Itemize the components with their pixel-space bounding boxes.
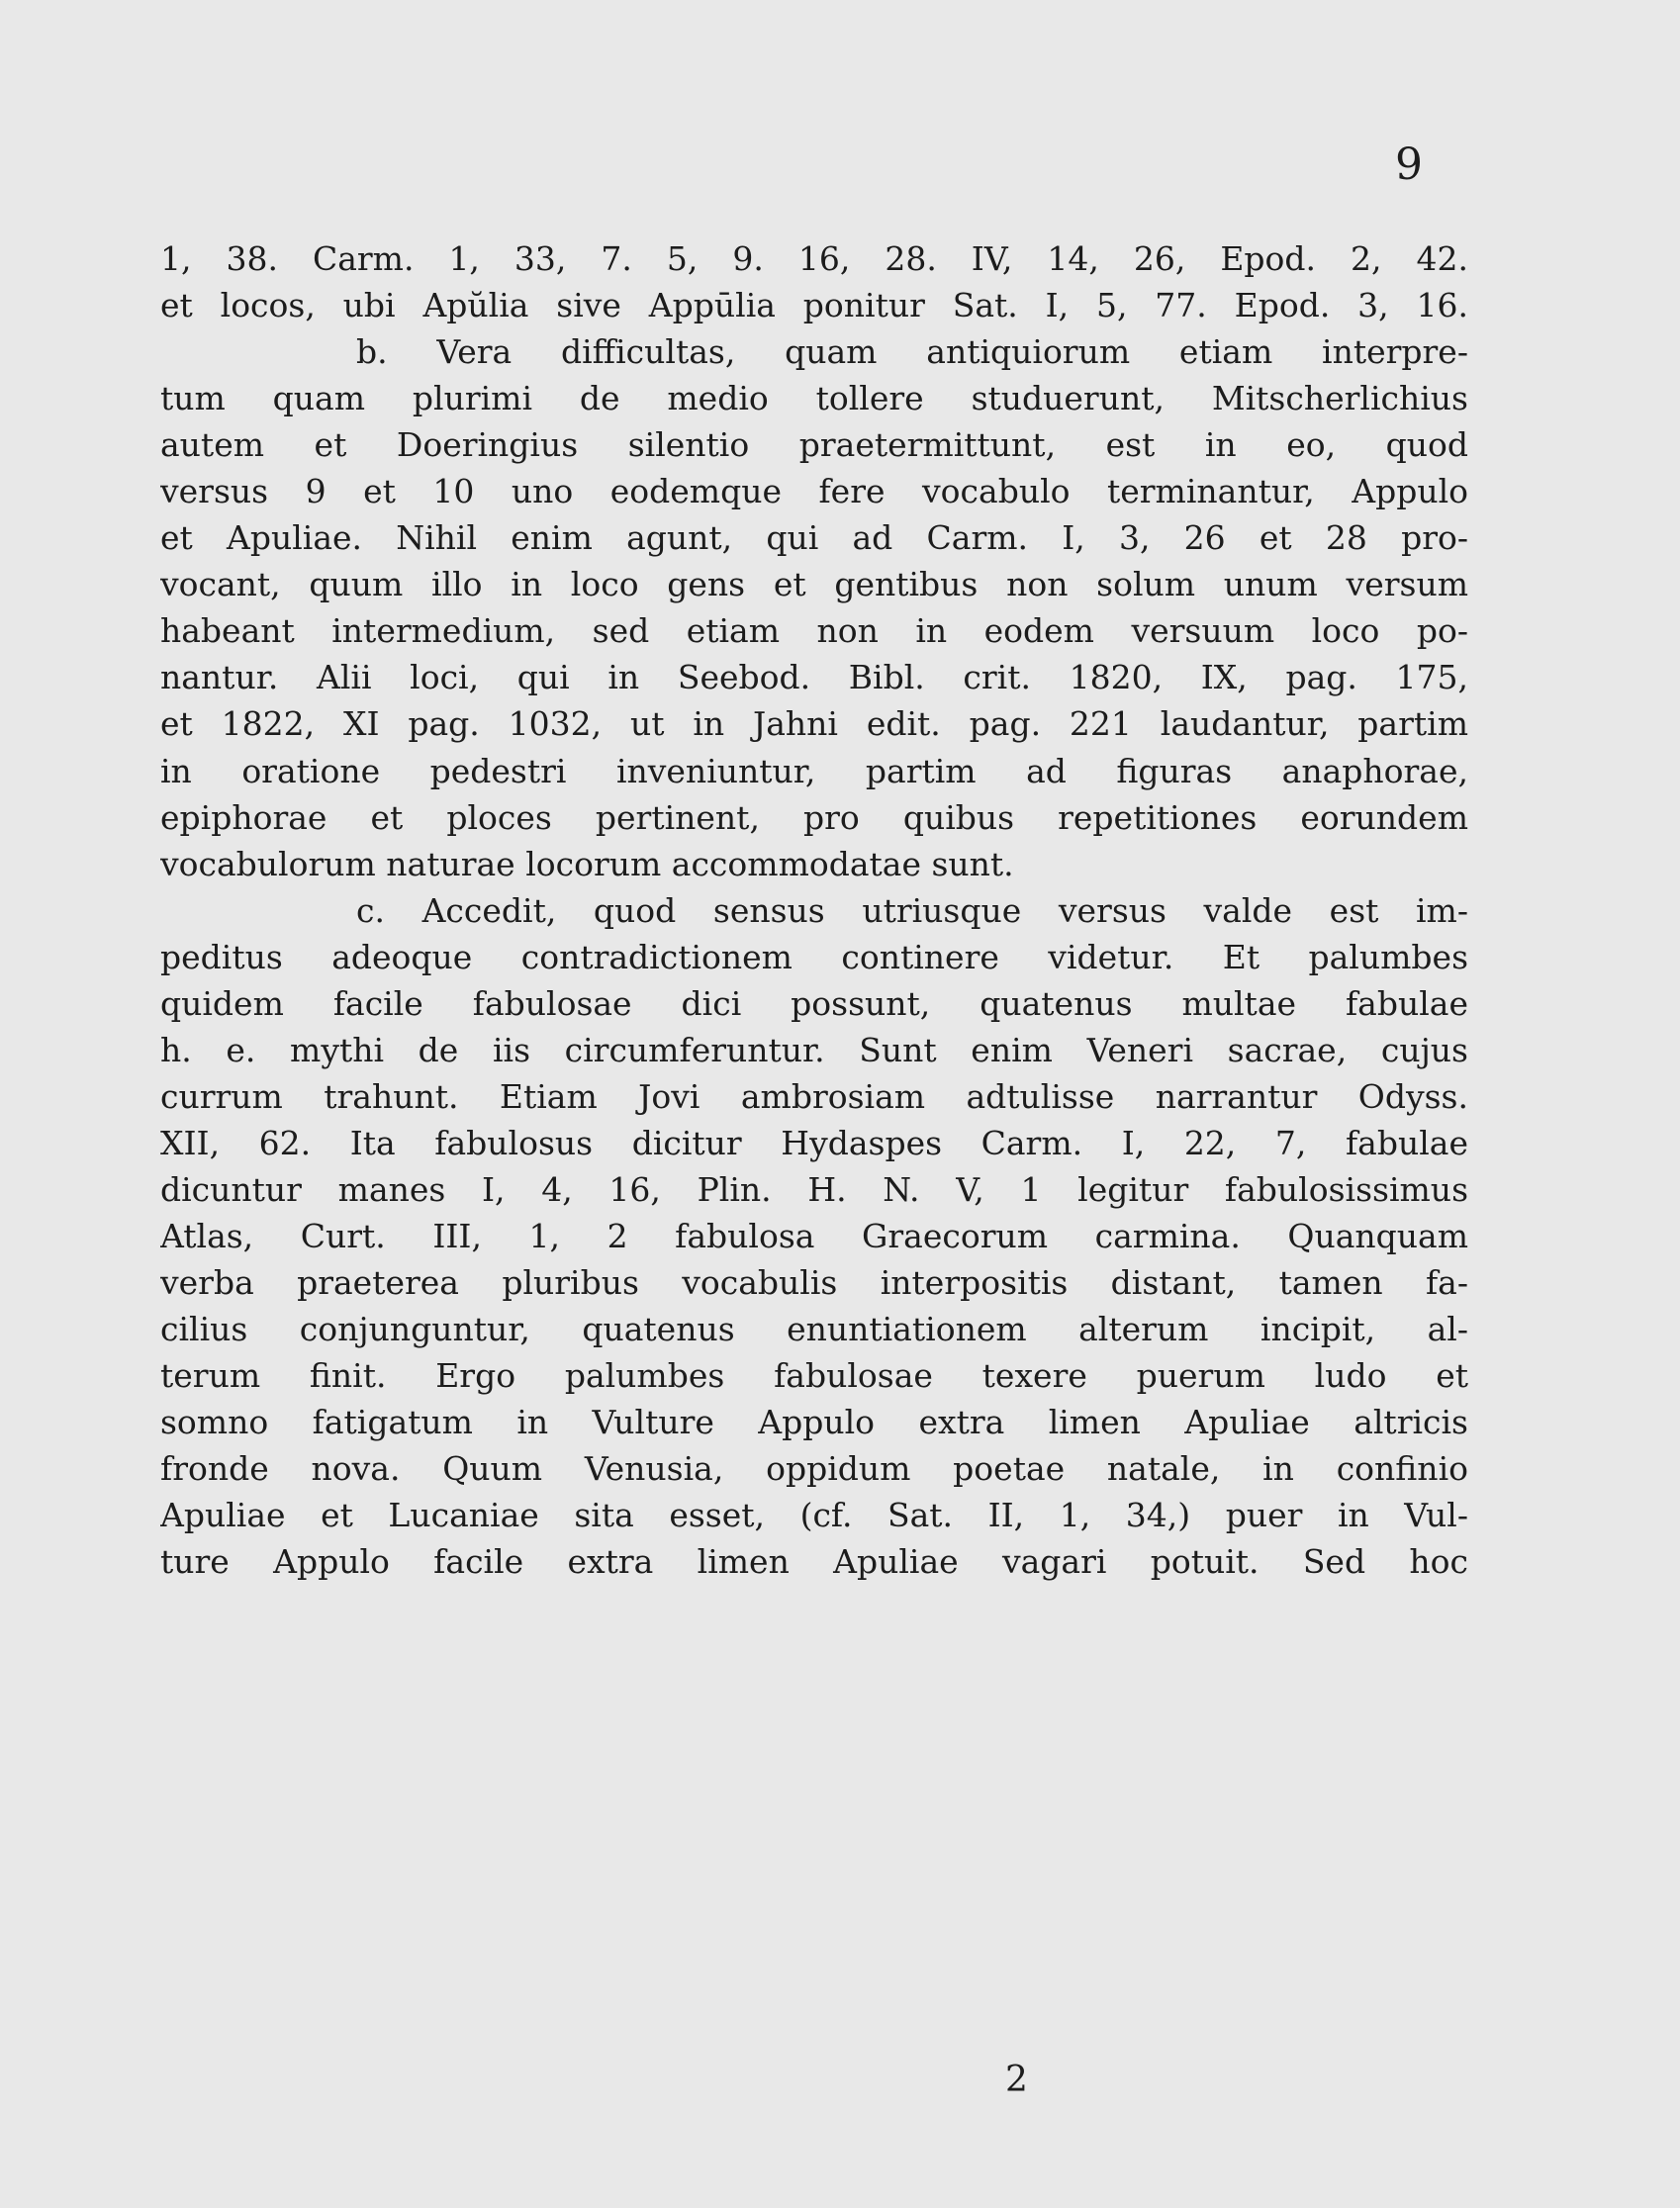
text-line: quidem facile fabulosae dici possunt, quatenus multae fabulae [160,983,1468,1023]
text-line: c. Accedit, quod sensus utriusque versus valde est im- [356,890,1468,930]
text-line: habeant intermedium, sed etiam non in eodem versuum loco po- [160,611,1468,651]
text-line: dicuntur manes I, 4, 16, Plin. H. N. V, 1 legitur fabulosissimus [160,1169,1468,1209]
text-line: fronde nova. Quum Venusia, oppidum poetae natale, in confinio [160,1449,1468,1489]
text-line: nantur. Alii loci, qui in Seebod. Bibl. crit. 1820, IX, pag. 175, [160,658,1468,697]
text-line: epiphorae et ploces pertinent, pro quibus repetitiones eorundem [160,797,1468,837]
text-line: in oratione pedestri inveniuntur, partim ad figuras anaphorae, [160,751,1468,790]
text-line: et 1822, XI pag. 1032, ut in Jahni edit. pag. 221 laudantur, partim [160,704,1468,744]
text-line: 1, 38. Carm. 1, 33, 7. 5, 9. 16, 28. IV, 14, 26, Epod. 2, 42. [160,239,1468,278]
text-line: verba praeterea pluribus vocabulis interpositis distant, tamen fa- [160,1263,1468,1303]
text-line: cilius conjunguntur, quatenus enuntiationem alterum incipit, al- [160,1310,1468,1349]
text-line: versus 9 et 10 uno eodemque fere vocabulo terminantur, Appulo [160,472,1468,511]
signature-mark: 2 [1005,2060,1028,2100]
text-line: vocabulorum naturae locorum accommodatae sunt. [160,844,1014,883]
text-line: somno fatigatum in Vulture Appulo extra limen Apuliae altricis [160,1403,1468,1442]
text-line: currum trahunt. Etiam Jovi ambrosiam adtulisse narrantur Odyss. [160,1076,1468,1116]
text-line: tum quam plurimi de medio tollere studuerunt, Mitscherlichius [160,379,1468,418]
text-line: XII, 62. Ita fabulosus dicitur Hydaspes Carm. I, 22, 7, fabulae [160,1123,1468,1162]
page-number: 9 [1395,139,1423,190]
text-line: h. e. mythi de iis circumferuntur. Sunt enim Veneri sacrae, cujus [160,1030,1468,1069]
text-line: Atlas, Curt. III, 1, 2 fabulosa Graecorum carmina. Quanquam [160,1216,1468,1255]
text-line: vocant, quum illo in loco gens et gentibus non solum unum versum [160,565,1468,604]
body-text [160,235,1468,1585]
text-line: autem et Doeringius silentio praetermittunt, est in eo, quod [160,425,1468,465]
text-line: peditus adeoque contradictionem continere videtur. Et palumbes [160,937,1468,976]
text-line: et locos, ubi Apŭlia sive Appūlia ponitur Sat. I, 5, 77. Epod. 3, 16. [160,286,1468,325]
text-line: et Apuliae. Nihil enim agunt, qui ad Carm. I, 3, 26 et 28 pro- [160,518,1468,558]
text-line: terum finit. Ergo palumbes fabulosae texere puerum ludo et [160,1356,1468,1396]
text-line: b. Vera difficultas, quam antiquiorum etiam interpre- [356,332,1468,372]
text-line: Apuliae et Lucaniae sita esset, (cf. Sat. II, 1, 34,) puer in Vul- [160,1496,1468,1535]
text-line: ture Appulo facile extra limen Apuliae vagari potuit. Sed hoc [160,1542,1468,1582]
